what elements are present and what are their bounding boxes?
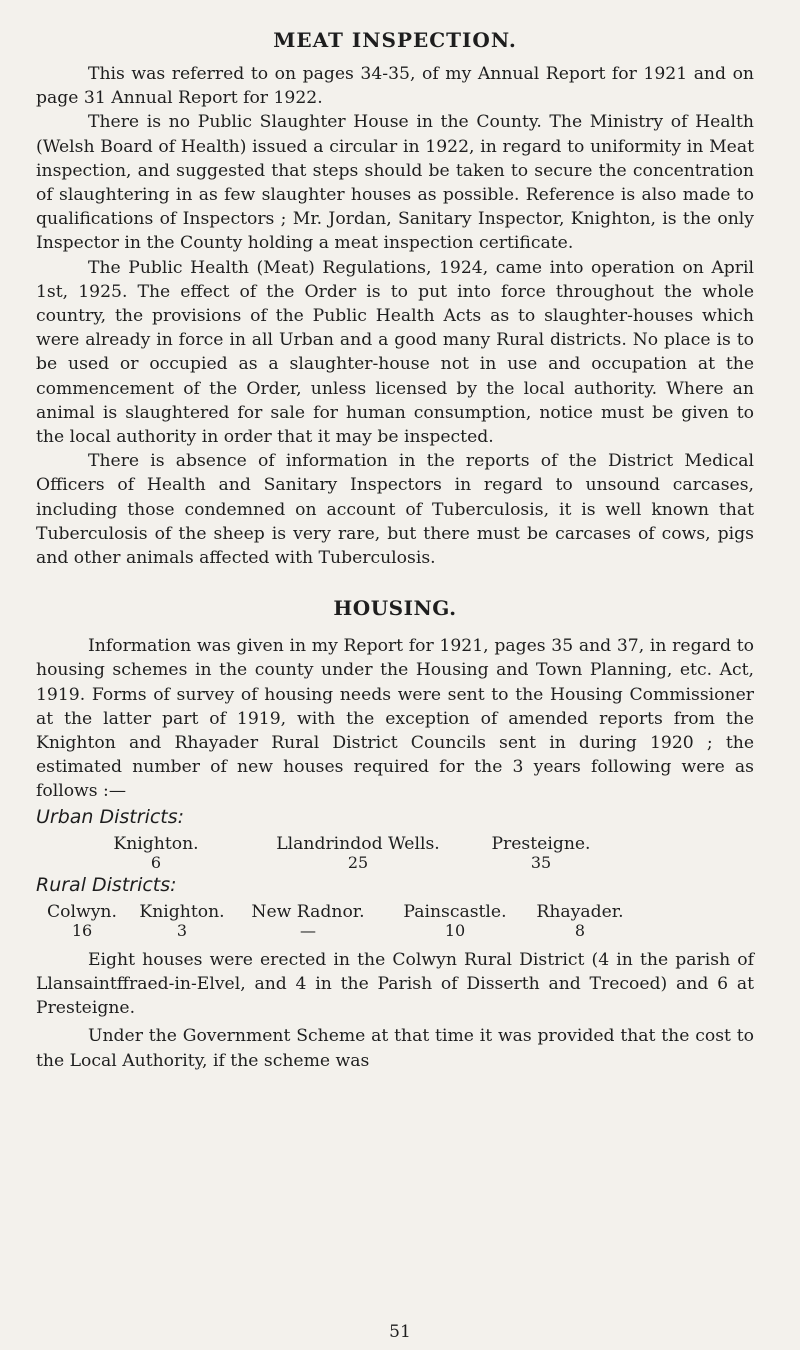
page-number: 51 — [389, 1322, 411, 1342]
housing-intro: Information was given in my Report for 1921, pages 35 and 37, in regard to housing schemes in the county under the Housing and Town Planning, etc. Act, 1919. Forms of survey of housing needs were sent to the Housing Commissioner at the latter part of 1919, with the exception of amended reports from the Knighton and Rhayader Rural District Councils sent in during 1920 ; the estimated number of new houses required for the 3 years following were as follows :— — [36, 636, 754, 802]
rural-districts-table — [36, 902, 754, 940]
urban-district-count: 35 — [530, 852, 552, 872]
meat-paragraph-4: There is absence of information in the reports of the District Medical Officers of Health and Sanitary Inspectors in regard to unsound carcases, including those condemned on account of Tuberculosis, it is well known that Tuberculosis of the sheep is very rare, but there must be carcases of cows, pigs and other animals affected with Tuberculosis. — [36, 451, 754, 569]
rural-district-name: Knighton. — [139, 901, 225, 922]
urban-counts-row — [36, 854, 754, 872]
rural-district-name: Painscastle. — [403, 901, 507, 922]
rural-district-count: — — [300, 920, 316, 940]
urban-district-name: Llandrindod Wells. — [276, 833, 440, 854]
meat-paragraph-3: The Public Health (Meat) Regulations, 1924, came into operation on April 1st, 1925. The effect of the Order is to put into force throughout the whole country, the provisions of the Public Health Acts as to slaughter-houses which were already in force in all Urban and a good many Rural districts. No place is to be used or occupied as a slaughter-house not in use and occupation at the commencement of the Order, unless licensed by the local authority. Where an animal is slaughtered for sale for human consumption, notice must be given to the local authority in order that it may be inspected. — [36, 257, 754, 448]
meat-paragraph-2: There is no Public Slaughter House in the County. The Ministry of Health (Welsh Board of Health) issued a circular in 1922, in regard to uniformity in Meat inspection, and suggested that steps should be taken to secure the concentration of slaughtering in as few slaughter houses as possible. Reference is also made to qualifications of Inspectors ; Mr. Jordan, Sanitary Inspector, Knighton, is the only Inspector in the County holding a meat inspection certificate. — [36, 112, 754, 254]
meat-inspection-section — [36, 62, 754, 570]
page-title: MEAT INSPECTION. — [273, 28, 517, 52]
rural-districts-label: Rural Districts: — [36, 873, 177, 896]
rural-district-name: Rhayader. — [536, 901, 624, 922]
rural-counts-row — [36, 922, 754, 940]
urban-district-count: 6 — [150, 852, 162, 872]
urban-district-name: Presteigne. — [491, 833, 591, 854]
housing-heading: HOUSING. — [333, 596, 457, 621]
urban-districts-label: Urban Districts: — [36, 805, 185, 828]
urban-districts-table — [36, 834, 754, 872]
rural-district-count: 3 — [176, 920, 188, 940]
urban-district-name: Knighton. — [113, 833, 199, 854]
housing-erected-paragraph: Eight houses were erected in the Colwyn Rural District (4 in the parish of Llansaintffraed-in-Elvel, and 4 in the Parish of Disserth and Trecoed) and 6 at Presteigne. — [36, 949, 754, 1019]
urban-district-count: 25 — [347, 852, 369, 872]
rural-district-count: 16 — [71, 920, 93, 940]
rural-district-count: 10 — [444, 920, 466, 940]
rural-district-count: 8 — [574, 920, 586, 940]
rural-district-name: Colwyn. — [47, 901, 117, 922]
urban-names-row — [36, 834, 754, 854]
rural-district-name: New Radnor. — [251, 901, 365, 922]
meat-paragraph-1: This was referred to on pages 34-35, of my Annual Report for 1921 and on page 31 Annual Report for 1922. — [36, 64, 754, 109]
rural-names-row — [36, 902, 754, 922]
housing-government-paragraph: Under the Government Scheme at that time it was provided that the cost to the Local Authority, if the scheme was — [36, 1026, 754, 1071]
housing-section — [36, 596, 754, 1072]
